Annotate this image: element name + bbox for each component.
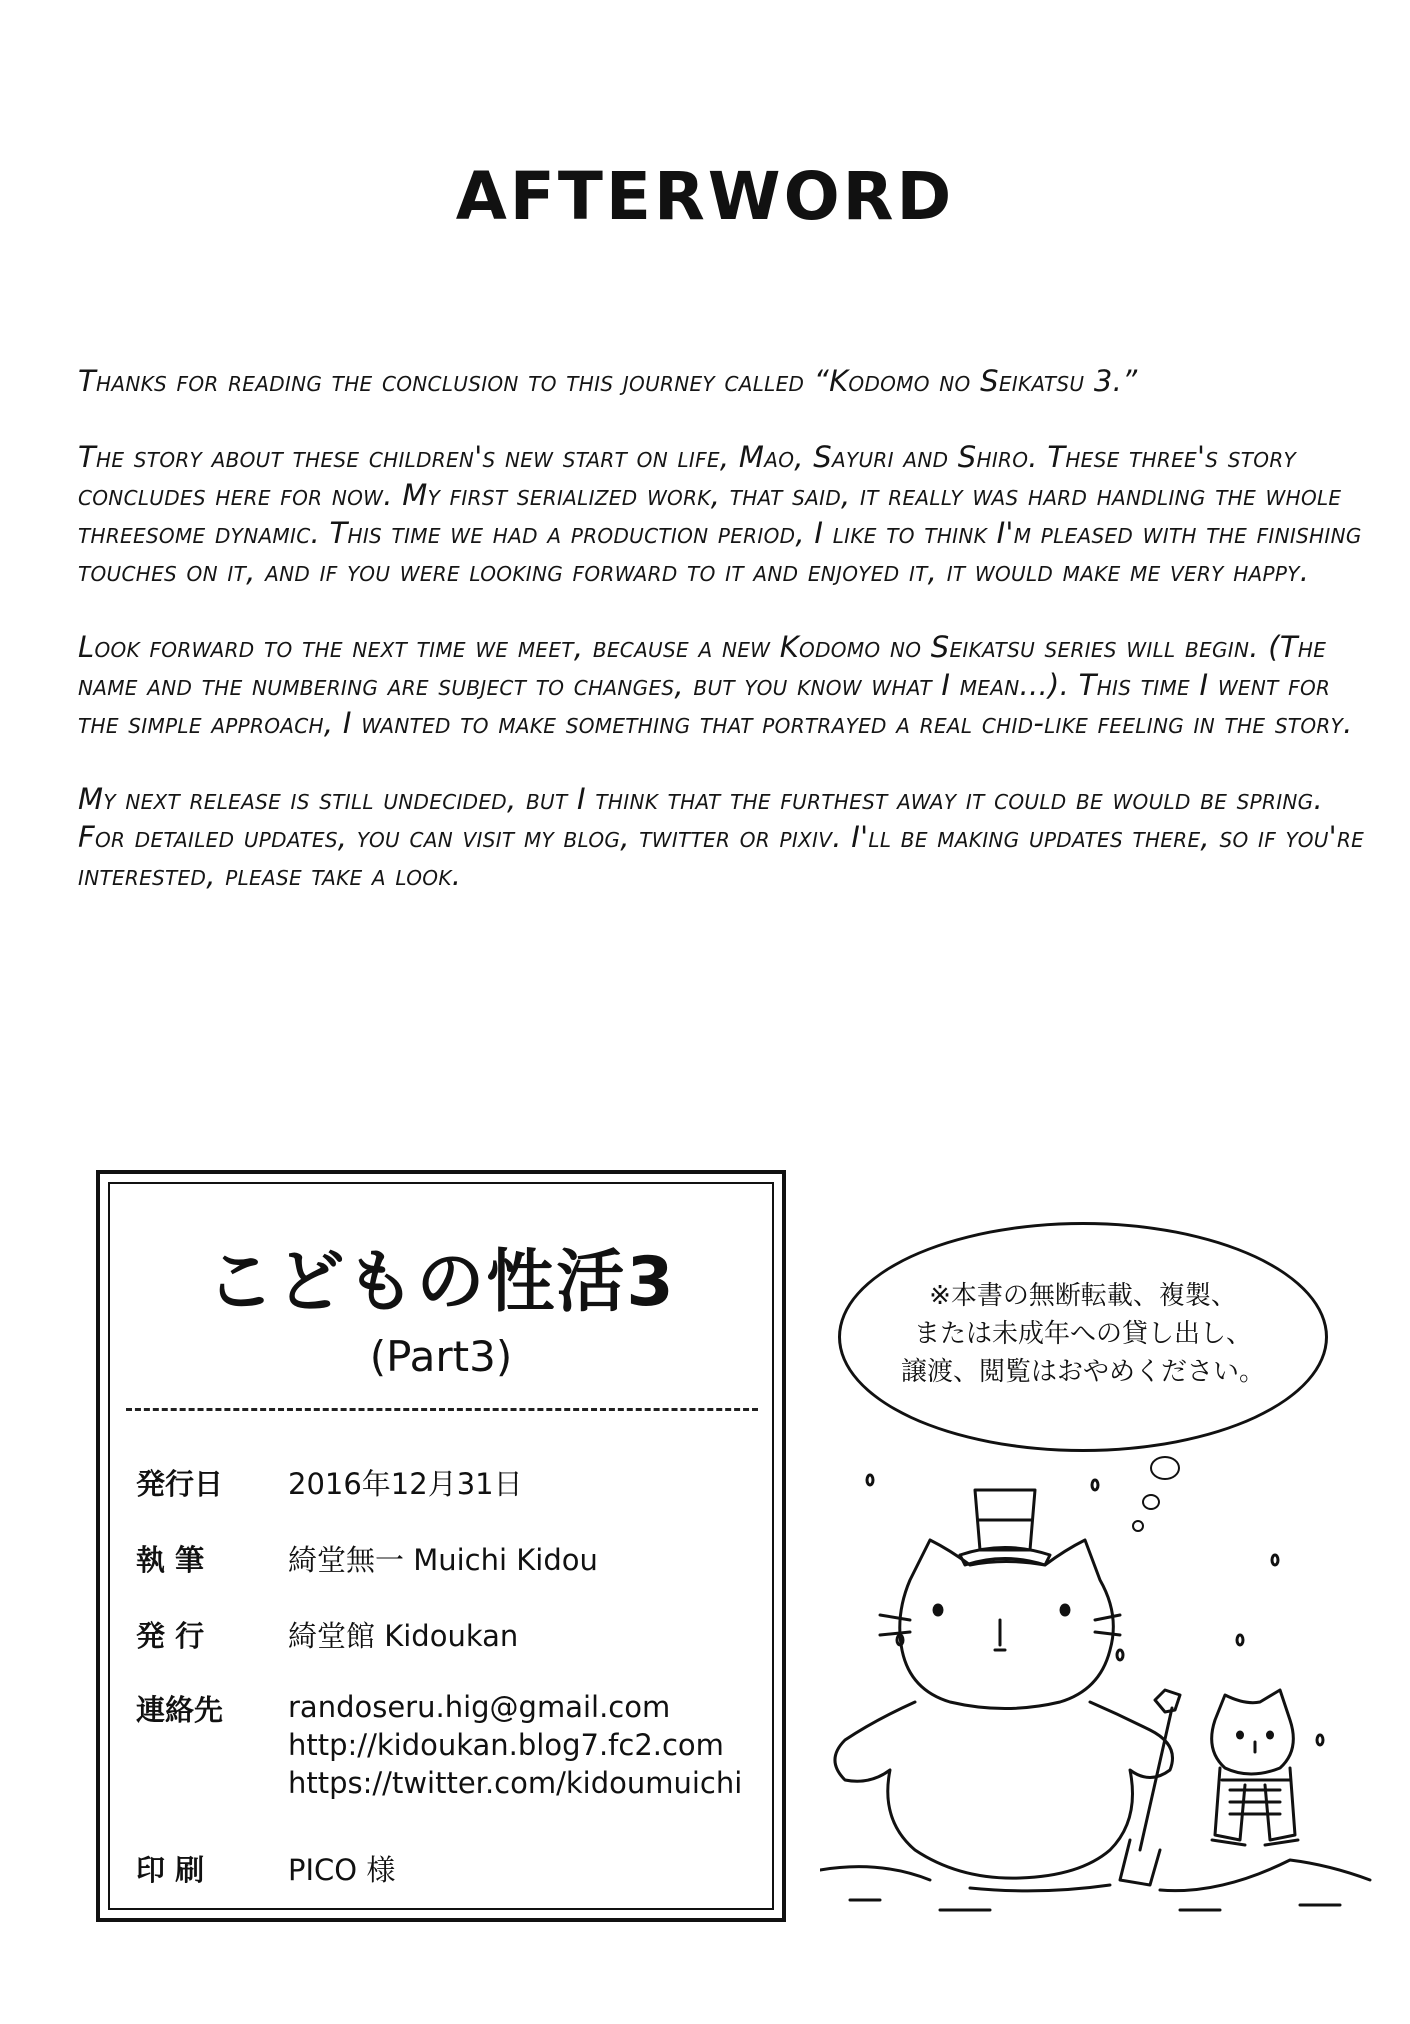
snowman-head [900, 1540, 1114, 1709]
notice-speech-bubble [838, 1222, 1328, 1452]
paragraph-thanks: Thanks for reading the conclusion to this journey called “Kodomo no Seikatsu 3.” [78, 364, 1138, 398]
author-label: 執 筆 [136, 1543, 205, 1577]
shovel-icon [1140, 1708, 1172, 1850]
snowflake-icon [1317, 1735, 1323, 1745]
date-value: 2016年12月31日 [288, 1467, 523, 1501]
printer-label: 印 刷 [136, 1853, 205, 1887]
contact-email[interactable]: randoseru.hig@gmail.com [288, 1690, 671, 1724]
snowflake-icon [867, 1475, 873, 1485]
small-cat-icon [1212, 1690, 1294, 1774]
contact-twitter-link[interactable]: https://twitter.com/kidoumuichi [288, 1766, 743, 1800]
afterword-body [78, 362, 1368, 932]
publisher-label: 発 行 [136, 1619, 205, 1653]
author-value: 綺堂無一 Muichi Kidou [288, 1543, 598, 1577]
paragraph-next-series: Look forward to the next time we meet, because a new Kodomo no Seikatsu series will begin. (The name and the numbering are subject to changes, but you know what I mean...). This time I went for the simple approach, I wanted to make something that portrayed a real chid-like feeling in the story. [78, 630, 1353, 740]
publisher-value: 綺堂館 Kidoukan [288, 1619, 519, 1653]
colophon-subtitle: (Part3) [369, 1332, 513, 1381]
contact-label: 連絡先 [136, 1693, 224, 1727]
snowman-cat-illustration [820, 1440, 1380, 1920]
snowman-body [835, 1702, 1173, 1878]
colophon-divider [126, 1408, 758, 1411]
page-title: AFTERWORD [455, 158, 955, 235]
colophon-box [96, 1170, 786, 1922]
date-label: 発行日 [136, 1467, 224, 1501]
snowflake-icon [1237, 1635, 1243, 1645]
paragraph-story: The story about these children's new start on life, Mao, Sayuri and Shiro. These three's story concludes here for now. My first serialized work, that said, it really was hard handling the whole threesome dynamic. This time we had a production period, I like to think I'm pleased with the finishing touches on it, and if you were looking forward to it and enjoyed it, it would make me very happy. [78, 440, 1362, 588]
printer-value: PICO 様 [288, 1853, 396, 1887]
colophon-title: こどもの性活3 [206, 1243, 676, 1322]
snowflake-icon [1272, 1555, 1278, 1565]
paragraph-next-release: My next release is still undecided, but I think that the furthest away it could be would be spring. For detailed updates, you can visit my blog, twitter or pixiv. I'll be making updates there, so if you're interested, please take a look. [78, 782, 1365, 892]
notice-text [841, 1277, 1325, 1391]
notice-line-3: 譲渡、閲覧はおやめください。 [900, 1357, 1265, 1387]
snowflake-icon [1092, 1480, 1098, 1490]
snowflake-icon [1117, 1650, 1123, 1660]
notice-line-1: ※本書の無断転載、複製、 [929, 1281, 1237, 1311]
contact-values [288, 1688, 742, 1802]
contact-blog-link[interactable]: http://kidoukan.blog7.fc2.com [288, 1728, 724, 1762]
colophon-inner-border [108, 1182, 774, 1910]
notice-line-2: または未成年への貸し出し、 [913, 1319, 1252, 1349]
